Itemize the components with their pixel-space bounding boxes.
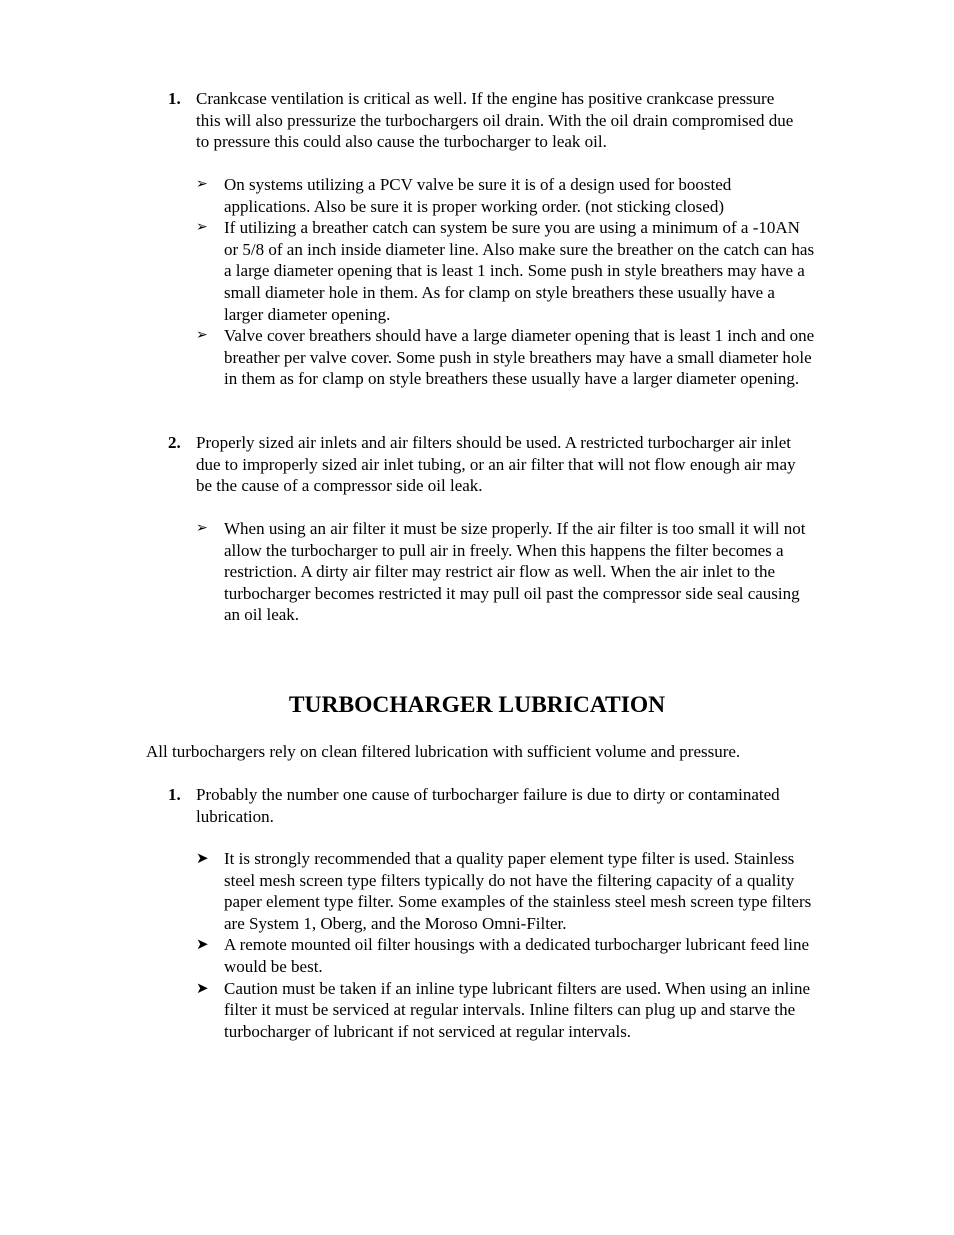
bullet-list-air-filter xyxy=(196,518,816,626)
list-item xyxy=(196,217,816,325)
arrow-bullet-icon: ➢ xyxy=(196,327,208,344)
numbered-item-crankcase xyxy=(168,88,808,153)
list-item xyxy=(196,174,816,217)
arrow-bullet-icon: ➢ xyxy=(196,219,208,236)
bullet-text: Caution must be taken if an inline type lubricant filters are used. When using an inline filter it must be serviced at regular intervals. Inline filters can plug up and starve the turbocharger of lubricant if not serviced at regular intervals. xyxy=(224,978,811,1041)
section-heading: TURBOCHARGER LUBRICATION xyxy=(288,692,666,718)
list-item xyxy=(196,325,816,390)
bullet-list-lubrication xyxy=(196,848,816,1042)
arrow-bullet-icon: ➤ xyxy=(196,849,209,867)
bullet-text: It is strongly recommended that a quality paper element type filter is used. Stainless steel mesh screen type filters typically do not have the filtering capacity of a quality paper element type filter. Some examples of the stainless steel mesh screen type filters are System 1, Oberg, and the Moroso Omni-Filter. xyxy=(224,849,812,933)
bullet-text: A remote mounted oil filter housings with a dedicated turbocharger lubricant feed line would be best. xyxy=(224,935,810,976)
list-item xyxy=(196,848,816,934)
item-number: 2. xyxy=(168,433,181,452)
item-number: 1. xyxy=(168,785,181,804)
arrow-bullet-icon: ➤ xyxy=(196,978,209,997)
item-number: 1. xyxy=(168,89,181,108)
item-text: Properly sized air inlets and air filters should be used. A restricted turbocharger air inlet due to improperly sized air inlet tubing, or an air filter that will not flow enough air may be the cause of a compressor side oil leak. xyxy=(196,433,796,496)
arrow-bullet-icon: ➢ xyxy=(196,176,208,192)
section-intro: All turbochargers rely on clean filtered lubrication with sufficient volume and pressure. xyxy=(146,742,741,761)
bullet-text: On systems utilizing a PCV valve be sure it is of a design used for boosted applications. Also be sure it is proper working order. (not sticking closed) xyxy=(224,175,732,216)
bullet-text: If utilizing a breather catch can system be sure you are using a minimum of a -10AN or 5/8 of an inch inside diameter line. Also make sure the breather on the catch can has a large diameter opening that is least 1 inch. Some push in style breathers may have a small diameter hole in them. As for clamp on style breathers these usually have a larger diameter opening. xyxy=(224,218,815,324)
arrow-bullet-icon: ➢ xyxy=(196,520,208,536)
item-text: Crankcase ventilation is critical as well. If the engine has positive crankcase pressure this will also pressurize the turbochargers oil drain. With the oil drain compromised due to pressure this could also cause the turbocharger to leak oil. xyxy=(196,89,794,152)
numbered-item-lubrication xyxy=(168,784,808,827)
list-item xyxy=(196,934,816,977)
numbered-item-air-inlets xyxy=(168,432,808,497)
bullet-list-crankcase xyxy=(196,174,816,390)
list-item xyxy=(196,978,816,1043)
arrow-bullet-icon: ➤ xyxy=(196,935,209,954)
bullet-text: When using an air filter it must be size properly. If the air filter is too small it will not allow the turbocharger to pull air in freely. When this happens the filter becomes a restriction. A dirty air filter may restrict air flow as well. When the air inlet to the turbocharger becomes restricted it may pull oil past the compressor side seal causing an oil leak. xyxy=(224,519,806,625)
bullet-text: Valve cover breathers should have a large diameter opening that is least 1 inch and one breather per valve cover. Some push in style breathers may have a small diameter hole in them as for clamp on style breathers these usually have a larger diameter opening. xyxy=(224,326,815,389)
list-item xyxy=(196,518,816,626)
item-text: Probably the number one cause of turbocharger failure is due to dirty or contaminated lubrication. xyxy=(196,785,780,826)
